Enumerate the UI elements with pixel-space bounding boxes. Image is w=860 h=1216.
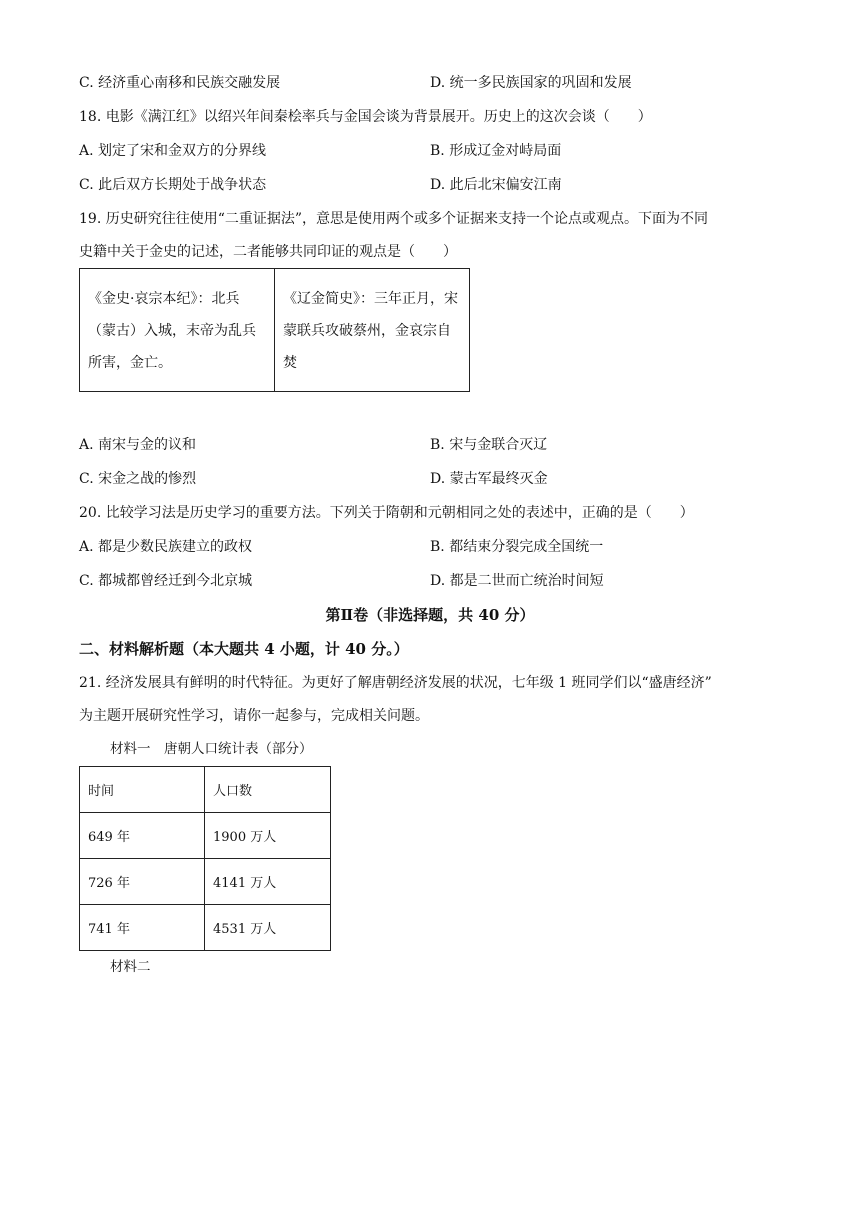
q18-option-d: D. 此后北宋偏安江南 xyxy=(430,177,562,193)
table-cell: 726 年 xyxy=(80,859,205,905)
table-cell: 4141 万人 xyxy=(205,859,331,905)
q19-option-a: A. 南宋与金的议和 xyxy=(79,437,197,453)
tang-population-table xyxy=(79,766,331,951)
q19-source-jinshi: 《金史·哀宗本纪》：北兵（蒙古）入城，末帝为乱兵所害，金亡。 xyxy=(80,269,275,392)
volume-title: 第Ⅱ卷（非选择题，共 40 分） xyxy=(325,606,535,624)
part-title: 二、材料解析题（本大题共 4 小题，计 40 分。） xyxy=(79,640,409,658)
q20-option-c: C. 都城都曾经迁到今北京城 xyxy=(79,573,253,589)
material2-caption: 材料二 xyxy=(110,959,151,975)
q19-option-d: D. 蒙古军最终灭金 xyxy=(430,471,548,487)
q20-stem: 20. 比较学习法是历史学习的重要方法。下列关于隋朝和元朝相同之处的表述中，正确的是（ ） xyxy=(79,505,694,521)
table-row xyxy=(80,813,331,859)
q18-stem: 18. 电影《满江红》以绍兴年间秦桧率兵与金国会谈为背景展开。历史上的这次会谈（ ） xyxy=(79,109,652,125)
q19-stem-line2: 史籍中关于金史的记述，二者能够共同印证的观点是（ ） xyxy=(79,244,457,260)
q18-option-c: C. 此后双方长期处于战争状态 xyxy=(79,177,267,193)
q19-option-c: C. 宋金之战的惨烈 xyxy=(79,471,197,487)
q20-option-d: D. 都是二世而亡统治时间短 xyxy=(430,573,604,589)
q17-option-d: D. 统一多民族国家的巩固和发展 xyxy=(430,75,632,91)
q20-option-a: A. 都是少数民族建立的政权 xyxy=(79,539,253,555)
q18-option-a: A. 划定了宋和金双方的分界线 xyxy=(79,143,267,159)
table-header-cell: 时间 xyxy=(80,767,205,813)
q18-option-b: B. 形成辽金对峙局面 xyxy=(430,143,562,159)
q20-option-b: B. 都结束分裂完成全国统一 xyxy=(430,539,604,555)
q21-stem-line2: 为主题开展研究性学习，请你一起参与，完成相关问题。 xyxy=(79,708,429,724)
q19-option-b: B. 宋与金联合灭辽 xyxy=(430,437,548,453)
table-cell: 1900 万人 xyxy=(205,813,331,859)
table-cell: 649 年 xyxy=(80,813,205,859)
table-row xyxy=(80,859,331,905)
material1-caption: 材料一 唐朝人口统计表（部分） xyxy=(110,741,313,757)
table-header-cell: 人口数 xyxy=(205,767,331,813)
table-cell: 741 年 xyxy=(80,905,205,951)
q19-source-liaojin: 《辽金简史》：三年正月，宋蒙联兵攻破蔡州，金哀宗自焚 xyxy=(275,269,470,392)
q19-sources-table xyxy=(79,268,470,392)
table-row xyxy=(80,905,331,951)
q19-stem-line1: 19. 历史研究往往使用“二重证据法”，意思是使用两个或多个证据来支持一个论点或观点。下面为不同 xyxy=(79,211,709,227)
q17-option-c: C. 经济重心南移和民族交融发展 xyxy=(79,75,281,91)
table-cell: 4531 万人 xyxy=(205,905,331,951)
table-header-row xyxy=(80,767,331,813)
q21-stem-line1: 21. 经济发展具有鲜明的时代特征。为更好了解唐朝经济发展的状况，七年级 1 班同学们以“盛唐经济” xyxy=(79,675,712,691)
